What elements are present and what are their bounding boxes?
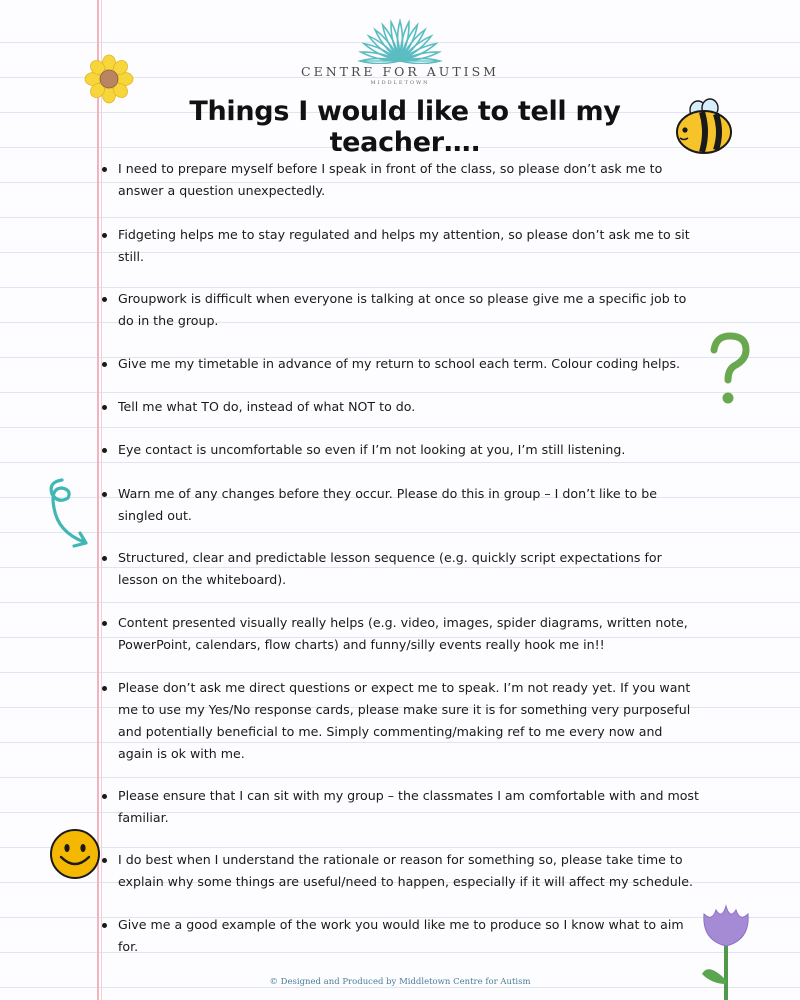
list-item-text: Give me my timetable in advance of my return to school each term. Colour coding helps. — [118, 356, 681, 371]
list-item-text: Content presented visually really helps (e.g. video, images, spider diagrams, written note, PowerPoint, calendars, flow charts) and funny/silly events really hook me in!! — [118, 615, 688, 652]
list-item-text: Give me a good example of the work you would like me to produce so I know what to aim for. — [118, 917, 684, 954]
list-item — [100, 612, 700, 656]
bullet-icon — [102, 405, 107, 410]
bullet-icon — [102, 621, 107, 626]
question-mark-icon — [706, 332, 754, 410]
curved-arrow-icon — [44, 476, 94, 550]
list-item-text: Structured, clear and predictable lesson sequence (e.g. quickly script expectations for lesson on the whiteboard). — [118, 550, 662, 587]
bullet-icon — [102, 858, 107, 863]
list-item — [100, 677, 700, 765]
smiley-face-icon — [49, 828, 101, 880]
list-item-text: Warn me of any changes before they occur. Please do this in group – I don’t like to be singled out. — [118, 486, 657, 523]
list-item — [100, 785, 700, 829]
bee-icon — [668, 96, 738, 158]
list-item-text: Groupwork is difficult when everyone is talking at once so please give me a specific job to do in the group. — [118, 291, 687, 328]
footer-credit: © Designed and Produced by Middletown Centre for Autism — [269, 977, 531, 987]
list-item-text: Eye contact is uncomfortable so even if I’m not looking at you, I’m still listening. — [118, 442, 626, 457]
list-item — [100, 158, 700, 202]
org-name: CENTRE FOR AUTISM — [301, 64, 499, 79]
bullet-icon — [102, 167, 107, 172]
bullet-icon — [102, 492, 107, 497]
bullet-icon — [102, 794, 107, 799]
list-item-text: Please ensure that I can sit with my group – the classmates I am comfortable with and most familiar. — [118, 788, 699, 825]
bullet-icon — [102, 686, 107, 691]
list-item — [100, 439, 700, 461]
list-item — [100, 849, 700, 893]
bullet-icon — [102, 923, 107, 928]
list-item — [100, 483, 700, 527]
list-item-text: I do best when I understand the rationale or reason for something so, please take time to explain why some things are useful/need to happen, especially if it will affect my schedule. — [118, 852, 694, 889]
bullet-icon — [102, 233, 107, 238]
list-item-text: I need to prepare myself before I speak in front of the class, so please don’t ask me to answer a question unexpectedly. — [118, 161, 663, 198]
list-item — [100, 547, 700, 591]
list-item — [100, 288, 700, 332]
bullet-icon — [102, 556, 107, 561]
org-subtitle: MIDDLETOWN — [370, 80, 430, 86]
bullet-icon — [102, 297, 107, 302]
bullet-icon — [102, 362, 107, 367]
page-title: Things I would like to tell my teacher…. — [189, 96, 621, 158]
bullet-icon — [102, 448, 107, 453]
list-item-text: Tell me what TO do, instead of what NOT to do. — [118, 399, 416, 414]
list-item — [100, 353, 700, 375]
list-item — [100, 224, 700, 268]
list-item — [100, 914, 700, 958]
list-item-text: Fidgeting helps me to stay regulated and helps my attention, so please don’t ask me to sit still. — [118, 227, 690, 264]
list-item-text: Please don’t ask me direct questions or expect me to speak. I’m not ready yet. If you want me to use my Yes/No response cards, please make sure it is for something very purposeful and potentially beneficial to me. Simply commenting/making ref to me every now and again is ok with me. — [118, 680, 691, 761]
list-item — [100, 396, 700, 418]
fan-logo-icon — [340, 14, 460, 64]
